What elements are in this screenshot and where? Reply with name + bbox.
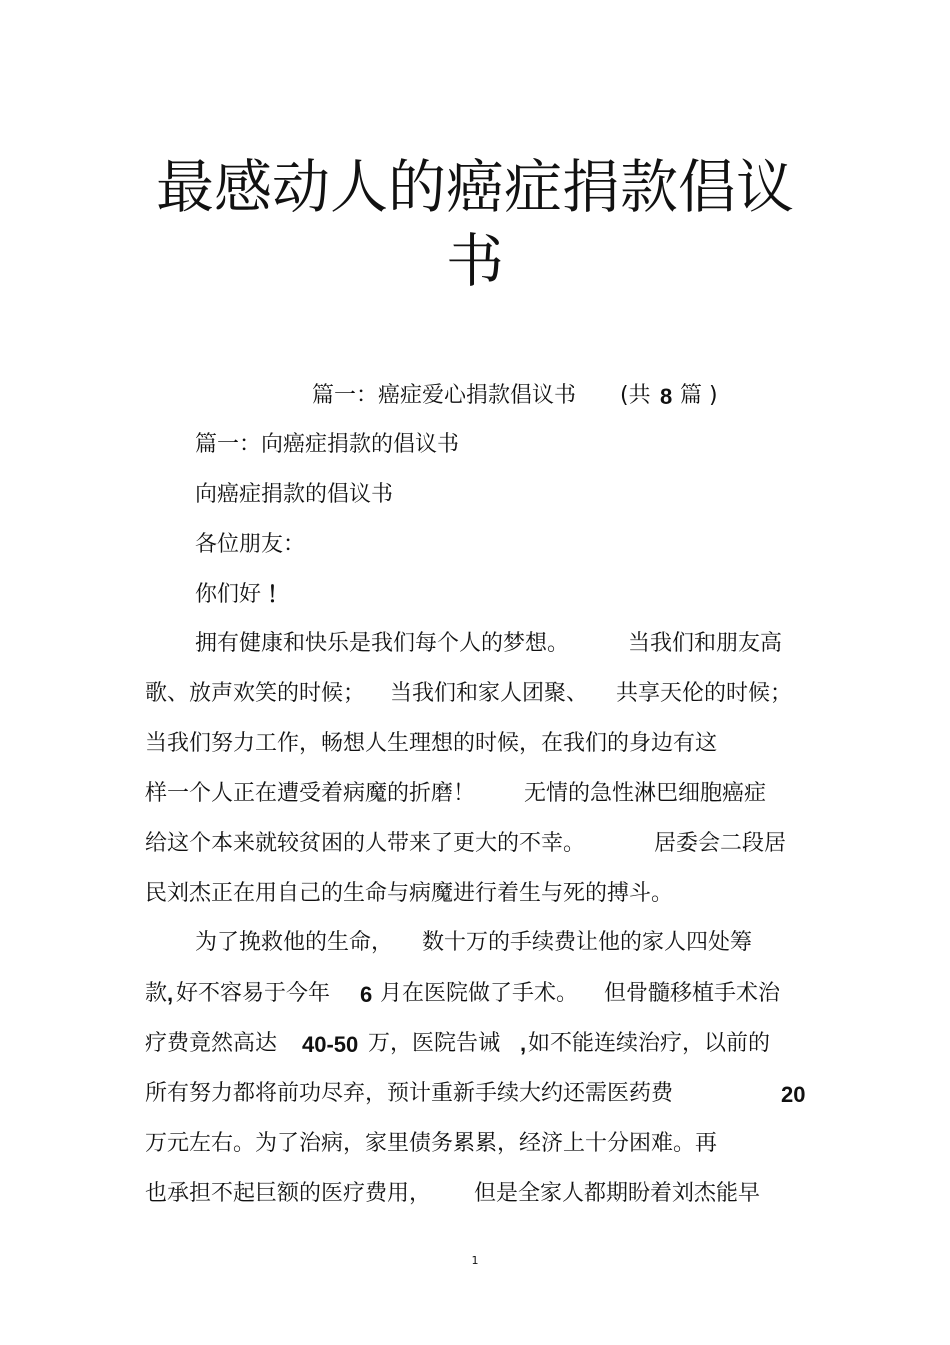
paragraph-line: 歌、放声欢笑的时候； [145, 681, 366, 706]
paragraph-line: 共享天伦的时候； [616, 681, 793, 706]
subtitle-paren-close: 篇 ) [680, 383, 718, 408]
paragraph-line: 月在医院做了手术。 [380, 981, 579, 1006]
subtitle-count: 8 [660, 384, 673, 409]
paragraph-line: 但骨髓移植手术治 [604, 981, 781, 1006]
paragraph-line: 无情的急性淋巴细胞癌症 [524, 781, 767, 806]
subtitle-text: 篇一：癌症爱心捐款倡议书 [312, 383, 577, 408]
page-number: 1 [471, 1254, 479, 1267]
document-title-line-2: 书 [445, 227, 504, 295]
paragraph-line: 也承担不起巨额的医疗费用， [145, 1181, 432, 1206]
paragraph-line: 样一个人正在遭受着病魔的折磨！ [145, 781, 476, 806]
paragraph-line: 当我们和家人团聚、 [390, 681, 589, 706]
paragraph-line: 民刘杰正在用自己的生命与病魔进行着生与死的搏斗。 [145, 881, 674, 906]
paragraph-line: 但是全家人都期盼着刘杰能早 [474, 1181, 761, 1206]
greeting-mark: ！ [267, 582, 290, 607]
paragraph-line: 为了挽救他的生命， [195, 930, 394, 955]
subtitle-paren-open: (共 [620, 383, 651, 408]
paragraph-comma: , [167, 981, 174, 1006]
paragraph-line: 当我们和朋友高 [628, 631, 783, 656]
paragraph-line: 款 [145, 981, 168, 1006]
paragraph-number: 20 [781, 1082, 806, 1107]
paragraph-line: 所有努力都将前功尽弃，预计重新手续大约还需医药费 [145, 1081, 674, 1106]
paragraph-line: 万，医院告诫 [368, 1031, 501, 1056]
greeting-text: 你们好 [195, 582, 262, 607]
paragraph-number: 6 [360, 982, 373, 1007]
letter-title: 向癌症捐款的倡议书 [195, 482, 394, 507]
paragraph-line: 如不能连续治疗，以前的 [528, 1031, 771, 1056]
paragraph-number: 40-50 [302, 1032, 359, 1057]
section-heading: 篇一：向癌症捐款的倡议书 [195, 432, 460, 457]
salutation: 各位朋友： [195, 532, 306, 557]
paragraph-line: 万元左右。为了治病，家里债务累累，经济上十分困难。再 [145, 1131, 718, 1156]
paragraph-line: 当我们努力工作，畅想人生理想的时候，在我们的身边有这 [145, 731, 718, 756]
paragraph-line: 数十万的手续费让他的家人四处筹 [422, 930, 753, 955]
paragraph-line: 拥有健康和快乐是我们每个人的梦想。 [195, 631, 570, 656]
paragraph-line: 好不容易于今年 [176, 981, 331, 1006]
paragraph-line: 疗费竟然高达 [145, 1031, 278, 1056]
paragraph-line: 居委会二段居 [654, 831, 787, 856]
paragraph-line: 给这个本来就较贫困的人带来了更大的不幸。 [145, 831, 586, 856]
document-title-line-1: 最感动人的癌症捐款倡议 [155, 153, 794, 221]
paragraph-comma: , [520, 1031, 527, 1056]
